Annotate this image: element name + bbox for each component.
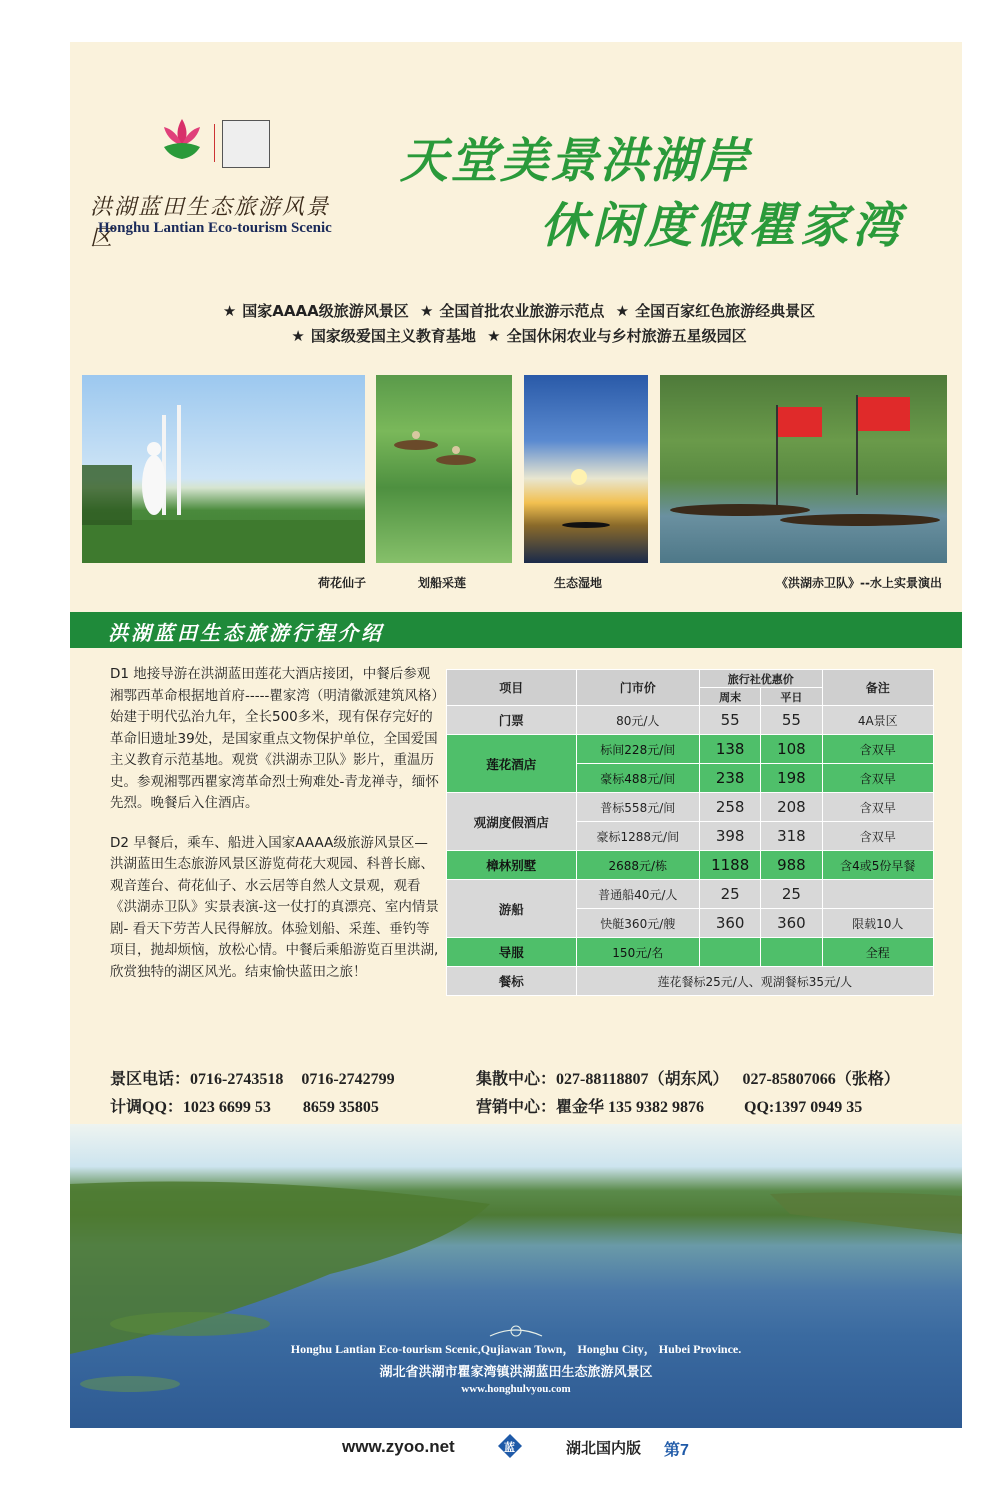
logo-english-name: Honghu Lantian Eco-tourism Scenic [98, 220, 332, 236]
photo-ecological-wetland [524, 375, 648, 563]
photo-caption: 生态湿地 [554, 576, 603, 590]
row-weekend: 238 [700, 764, 761, 793]
row-weekend: 360 [700, 909, 761, 938]
table-row [447, 793, 934, 822]
row-note: 含双早 [822, 735, 933, 764]
qq-label: 计调QQ： [110, 1099, 183, 1116]
row-note: 4A景区 [822, 706, 933, 735]
header-note: 备注 [822, 670, 933, 706]
row-item: 樟林别墅 [447, 851, 577, 880]
sales-label: 营销中心： [476, 1099, 557, 1116]
row-note: 全程 [822, 938, 933, 967]
header-market-price: 门市价 [576, 670, 700, 706]
honors-line-2 [70, 325, 962, 346]
itinerary-text [110, 664, 440, 1001]
row-weekend: 398 [700, 822, 761, 851]
row-note: 含双早 [822, 822, 933, 851]
itinerary-day-2: D2 早餐后，乘车、船进入国家AAAA级旅游风景区—洪湖蓝田生态旅游风景区游览荷花大观园、科普长廊、观音莲台、荷花仙子、水云居等自然人文景观，观看《洪湖赤卫队》实景表演-这一仗打的真漂亮、室内情景剧- 看天下劳苦人民得解放。体验划船、采莲、垂钓等项目，抛却烦恼，放松心情。中餐后乘船游览百里洪湖,欣赏独特的湖区风光。结束愉快蓝田之旅！ [110, 834, 439, 980]
table-row [447, 735, 934, 764]
footer-page-number: 第7 [664, 1442, 689, 1459]
row-weekend: 25 [700, 880, 761, 909]
row-weekday: 108 [761, 735, 822, 764]
row-item: 游船 [447, 880, 577, 938]
qq-2: 8659 35805 [302, 1099, 379, 1116]
row-item: 餐标 [447, 967, 577, 996]
footer-site-url[interactable]: www.zyoo.net [342, 1437, 455, 1456]
distribution-center-line [476, 1066, 900, 1089]
photo-caption: 荷花仙子 [318, 576, 367, 590]
table-row [447, 967, 934, 996]
row-market: 2688元/栋 [576, 851, 700, 880]
row-market: 豪标1288元/间 [576, 822, 700, 851]
table-row [447, 706, 934, 735]
honor-item: 国家AAAA级旅游风景区 [242, 302, 409, 320]
row-item: 门票 [447, 706, 577, 735]
honor-item: 国家级爱国主义教育基地 [310, 327, 476, 345]
row-weekday: 25 [761, 880, 822, 909]
sales-qq: QQ:1397 0949 35 [744, 1099, 863, 1116]
scenic-phone-line [110, 1066, 395, 1089]
row-market: 普标558元/间 [576, 793, 700, 822]
footer-badge-text: 蓝 [504, 1442, 515, 1454]
row-note [822, 880, 933, 909]
row-weekend [700, 938, 761, 967]
sales-person: 瞿金华 135 9382 9876 [556, 1099, 705, 1116]
honor-item: 全国百家红色旅游经典景区 [635, 302, 816, 320]
row-weekday: 360 [761, 909, 822, 938]
row-market: 普通船40元/人 [576, 880, 700, 909]
row-note: 限载10人 [822, 909, 933, 938]
scenic-phone-1: 0716-2743518 [190, 1071, 284, 1088]
table-row [447, 880, 934, 909]
row-market: 豪标488元/间 [576, 764, 700, 793]
slogan-line-1: 天堂美景洪湖岸 [400, 133, 751, 189]
section-title: 洪湖蓝田生态旅游行程介绍 [108, 621, 384, 645]
row-weekday: 198 [761, 764, 822, 793]
row-note: 含双早 [822, 793, 933, 822]
table-row [447, 851, 934, 880]
photo-red-guard-performance [660, 375, 947, 563]
lotus-logo-icon [158, 117, 206, 163]
row-weekday [761, 938, 822, 967]
qq-line [110, 1094, 379, 1117]
row-weekday: 55 [761, 706, 822, 735]
row-meal-note: 莲花餐标25元/人、观湖餐标35元/人 [576, 967, 933, 996]
row-weekend: 138 [700, 735, 761, 764]
star-icon: ★ [291, 327, 305, 345]
row-item: 导服 [447, 938, 577, 967]
itinerary-day-1: D1 地接导游在洪湖蓝田莲花大酒店接团，中餐后参观湘鄂西革命根据地首府-----瞿家湾（明清徽派建筑风格）始建于明代弘治九年，全长500多米，现有保存完好的革命旧遗址39处，是国家重点文物保护单位，全国爱国主义教育示范基地。观赏《洪湖赤卫队》影片，重温历史。参观湘鄂西瞿家湾革命烈士殉难处-青龙禅寺，缅怀先烈。晚餐后入住酒店。 [110, 666, 439, 811]
qq-1: 1023 6699 53 [182, 1099, 271, 1116]
star-icon: ★ [419, 302, 434, 320]
header-agency-price: 旅行社优惠价 [700, 670, 823, 688]
honors-line-1 [70, 300, 962, 321]
footer-website[interactable]: www.honghulvyou.com [461, 1383, 571, 1395]
distribution-phone-2: 027-85807066（张格） [742, 1071, 900, 1088]
row-note: 含4或5份早餐 [822, 851, 933, 880]
distribution-label: 集散中心： [476, 1071, 557, 1088]
row-market: 80元/人 [576, 706, 700, 735]
footer-edition: 湖北国内版 [566, 1440, 642, 1457]
row-item: 莲花酒店 [447, 735, 577, 793]
price-table [446, 669, 934, 996]
logo-chinese-name: 洪湖蓝田生态旅游风景区 [90, 195, 331, 251]
row-weekend: 258 [700, 793, 761, 822]
photo-lotus-fairy-statue [82, 375, 365, 563]
photo-caption: 划船采莲 [418, 576, 467, 590]
row-weekday: 988 [761, 851, 822, 880]
advertisement-page [70, 42, 962, 1428]
scenic-phone-label: 景区电话： [110, 1071, 191, 1088]
header-weekday: 平日 [761, 688, 822, 706]
row-note: 含双早 [822, 764, 933, 793]
scenic-phone-2: 0716-2742799 [301, 1071, 395, 1088]
logo-divider [214, 124, 215, 162]
header-weekend: 周末 [700, 688, 761, 706]
honor-item: 全国休闲农业与乡村旅游五星级园区 [506, 327, 747, 345]
footer-address-chinese: 湖北省洪湖市瞿家湾镇洪湖蓝田生态旅游风景区 [379, 1365, 653, 1380]
table-row [447, 938, 934, 967]
sales-center-line [476, 1094, 862, 1117]
row-item: 观湖度假酒店 [447, 793, 577, 851]
slogan-line-2: 休闲度假瞿家湾 [540, 198, 905, 254]
honor-item: 全国首批农业旅游示范点 [439, 302, 605, 320]
calligraphy-seal-icon [222, 120, 270, 168]
row-weekend: 1188 [700, 851, 761, 880]
row-weekday: 318 [761, 822, 822, 851]
star-icon: ★ [222, 302, 237, 320]
star-icon: ★ [487, 327, 501, 345]
distribution-phone-1: 027-88118807（胡东风） [556, 1071, 729, 1088]
photo-rowing-lotus-picking [376, 375, 512, 563]
star-icon: ★ [615, 302, 630, 320]
row-weekday: 208 [761, 793, 822, 822]
row-market: 标间228元/间 [576, 735, 700, 764]
footer-address-english: Honghu Lantian Eco-tourism Scenic,Qujiawan Town， Honghu City， Hubei Province. [290, 1342, 742, 1356]
header-item: 项目 [447, 670, 577, 706]
row-weekend: 55 [700, 706, 761, 735]
row-market: 150元/名 [576, 938, 700, 967]
photo-caption: 《洪湖赤卫队》--水上实景演出 [776, 576, 942, 590]
row-market: 快艇360元/艘 [576, 909, 700, 938]
